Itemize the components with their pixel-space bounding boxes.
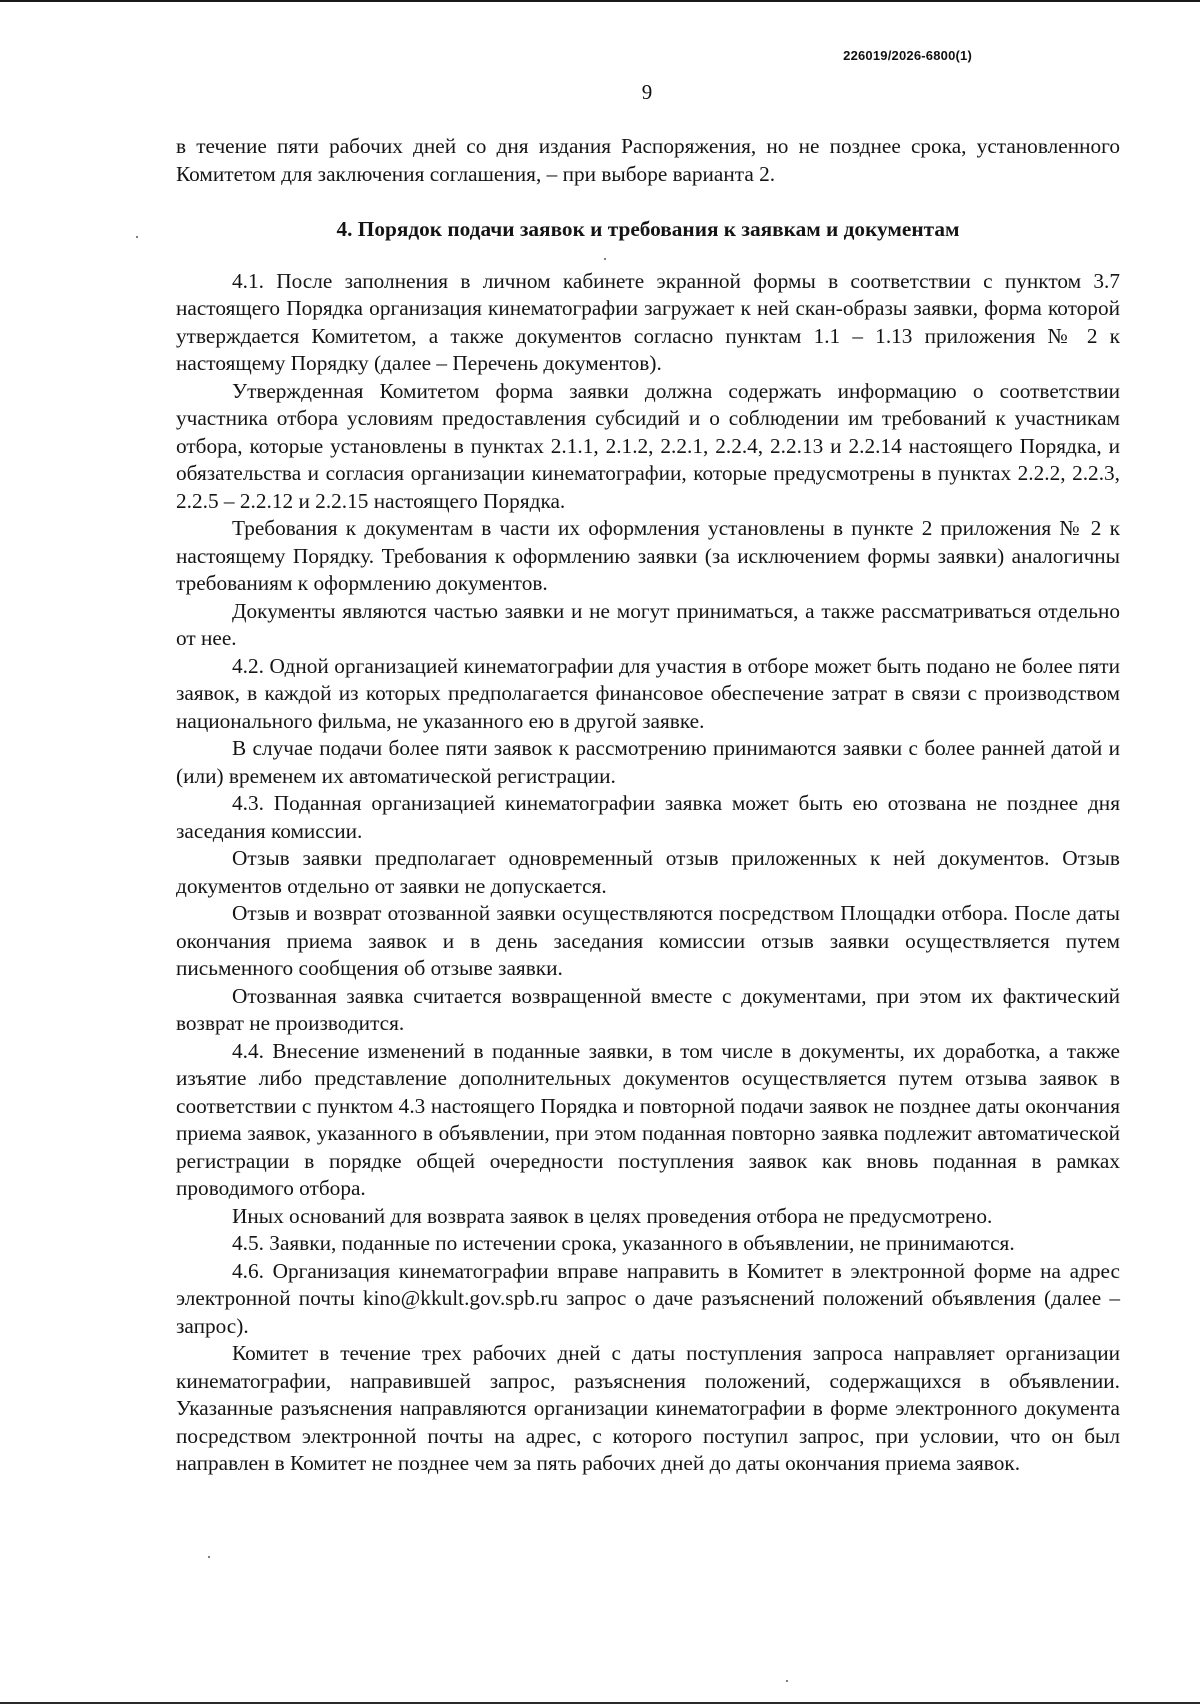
page-number: 9 <box>641 80 653 104</box>
paragraph-4-1: 4.1. После заполнения в личном кабинете экранной формы в соответствии с пунктом 3.7 настоящего Порядка организация кинематографии загружает к ней скан-образы заявки, форма которой утверждается Комитетом, а также документов согласно пунктам 1.1 – 1.13 приложения № 2 к настоящему Порядку (далее – Перечень документов). <box>176 268 1120 375</box>
paragraph-4-3: 4.3. Поданная организацией кинематографии заявка может быть ею отозвана не позднее дня заседания комиссии. <box>176 791 1120 843</box>
paragraph-4-5: 4.5. Заявки, поданные по истечении срока, указанного в объявлении, не принимаются. <box>232 1231 1015 1255</box>
intro-paragraph: в течение пяти рабочих дней со дня издания Распоряжения, но не позднее срока, установленного Комитетом для заключения соглашения, – при выборе варианта 2. <box>176 134 1120 186</box>
paragraph-4-2: 4.2. Одной организацией кинематографии для участия в отборе может быть подано не более пяти заявок, в каждой из которых предполагается финансовое обеспечение затрат в связи с производством национального фильма, не указанного ею в другой заявке. <box>176 653 1120 733</box>
paragraph-withdrawal-platform: Отзыв и возврат отозванной заявки осуществляются посредством Площадки отбора. После даты окончания приема заявок и в день заседания комиссии отзыв заявки осуществляется путем письменного сообщения об отзыве заявки. <box>176 901 1120 980</box>
document-body <box>176 133 1120 1478</box>
paragraph-4-6: 4.6. Организация кинематографии вправе направить в Комитет в электронной форме на адрес электронной почты kino@kkult.gov.spb.ru запрос о даче разъяснений положений объявления (далее – запрос). <box>176 1258 1120 1338</box>
paragraph-more-than-five: В случае подачи более пяти заявок к рассмотрению принимаются заявки с более ранней датой и (или) временем их автоматической регистрации. <box>176 736 1120 788</box>
paragraph-committee-response: Комитет в течение трех рабочих дней с даты поступления запроса направляет организации кинематографии, направившей запрос, разъяснения положений, содержащихся в объявлении. Указанные разъяснения направляются организации кинематографии в форме электронного документа посредством электронной почты на адрес, с которого поступил запрос, при условии, что он был направлен в Комитет не позднее чем за пять рабочих дней до даты окончания приема заявок. <box>176 1341 1120 1475</box>
paragraph-4-4: 4.4. Внесение изменений в поданные заявки, в том числе в документы, их доработка, а также изъятие либо представление дополнительных документов осуществляется путем отзыва заявок в соответствии с пунктом 4.3 настоящего Порядка и повторной подачи заявок не позднее даты окончания приема заявок, указанного в объявлении, при этом поданная повторно заявка подлежит автоматической регистрации в порядке общей очередности поступления заявок как вновь поданная в рамках проводимого отбора. <box>176 1038 1120 1200</box>
scan-speck <box>786 1680 788 1682</box>
scan-top-border <box>0 0 1200 2</box>
scan-speck <box>136 236 138 238</box>
scan-bottom-border <box>0 1702 1200 1704</box>
paragraph-document-requirements: Требования к документам в части их оформления установлены в пункте 2 приложения № 2 к настоящему Порядку. Требования к оформлению заявки (за исключением формы заявки) аналогичны требованиям к оформлению документов. <box>176 516 1120 595</box>
paragraph-withdrawn-returned: Отозванная заявка считается возвращенной вместе с документами, при этом их фактический возврат не производится. <box>176 983 1120 1035</box>
scan-speck <box>208 1556 210 1558</box>
paragraph-form-content: Утвержденная Комитетом форма заявки должна содержать информацию о соответствии участника отбора условиям предоставления субсидий и о соблюдении им требований к участникам отбора, которые установлены в пунктах 2.1.1, 2.1.2, 2.2.1, 2.2.4, 2.2.13 и 2.2.14 настоящего Порядка, и обязательства и согласия организации кинематографии, которые предусмотрены в пунктах 2.2.2, 2.2.3, 2.2.5 – 2.2.12 и 2.2.15 настоящего Порядка. <box>176 378 1120 513</box>
section-heading: 4. Порядок подачи заявок и требования к заявкам и документам <box>336 217 960 241</box>
paragraph-withdrawal-documents: Отзыв заявки предполагает одновременный отзыв приложенных к ней документов. Отзыв документов отдельно от заявки не допускается. <box>176 846 1120 898</box>
document-registration-number: 226019/2026-6800(1) <box>843 48 972 63</box>
paragraph-documents-part-of-application: Документы являются частью заявки и не могут приниматься, а также рассматриваться отдельно от нее. <box>176 598 1120 650</box>
paragraph-no-other-grounds: Иных оснований для возврата заявок в целях проведения отбора не предусмотрено. <box>232 1203 993 1228</box>
